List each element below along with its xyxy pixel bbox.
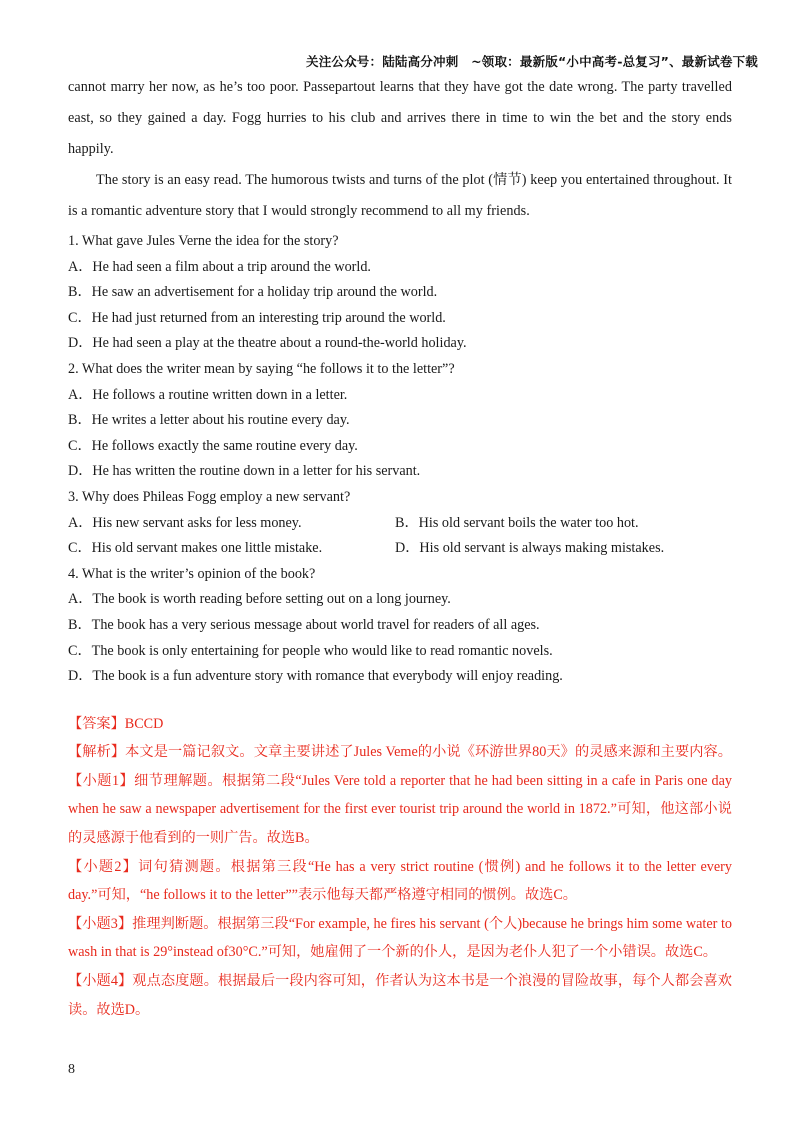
answer-option: C．He follows exactly the same routine every day.: [68, 437, 358, 454]
answer-option: B．The book has a very serious message about world travel for readers of all ages.: [68, 616, 540, 633]
answer-option: C．The book is only entertaining for people who would like to read romantic novels.: [68, 642, 553, 659]
document-body: [68, 72, 732, 1024]
answer-option: A．His new servant asks for less money.: [68, 514, 302, 531]
page-header-banner: 关注公众号：陆陆高分冲刺 ~领取：最新版“小中高考-总复习”、最新试卷下载: [306, 54, 758, 69]
page-number: 8: [68, 1062, 75, 1077]
question-stem: 1. What gave Jules Verne the idea for the story?: [68, 233, 339, 249]
question-stem: 4. What is the writer’s opinion of the book?: [68, 565, 316, 582]
answer-q4: 【小题4】观点态度题。根据最后一段内容可知，作者认为这本书是一个浪漫的冒险故事，每个人都会喜欢读。故选D。: [68, 973, 732, 1018]
answer-option: B．His old servant boils the water too hot.: [395, 514, 639, 531]
answer-option: D．The book is a fun adventure story with romance that everybody will enjoy reading.: [68, 668, 563, 685]
answer-q3: 【小题3】推理判断题。根据第三段“For example, he fires his servant (个人)because he brings him some water to wash in that is 29°instead of30°C.”可知，她雇佣了一个新的仆人，是因为老仆人犯了一个小错误。故选C。: [68, 915, 732, 961]
answer-option: D．He had seen a play at the theatre about a round-the-world holiday.: [68, 335, 467, 352]
answer-option: D．His old servant is always making mistakes.: [395, 540, 665, 557]
answer-option: A．He had seen a film about a trip around the world.: [68, 258, 371, 275]
answer-option: B．He writes a letter about his routine every day.: [68, 412, 350, 429]
answer-option: B．He saw an advertisement for a holiday trip around the world.: [68, 284, 438, 301]
answer-option: A．The book is worth reading before setting out on a long journey.: [68, 591, 451, 608]
passage-paragraph: The story is an easy read. The humorous twists and turns of the plot (情节) keep you entertained throughout. It is a romantic adventure story that I would strongly recommend to all my friends.: [68, 172, 732, 219]
answer-option: C．His old servant makes one little mistake.: [68, 540, 323, 557]
answer-option: A．He follows a routine written down in a letter.: [68, 386, 348, 403]
question-stem: 2. What does the writer mean by saying “he follows it to the letter”?: [68, 360, 455, 377]
passage-paragraph: cannot marry her now, as he’s too poor. Passepartout learns that they have got the date wrong. The party travelled east, so they gained a day. Fogg hurries to his club and arrives there in time to win the bet and the story ends happily.: [68, 79, 732, 157]
question-stem: 3. Why does Phileas Fogg employ a new servant?: [68, 488, 351, 505]
answer-option: C．He had just returned from an interesting trip around the world.: [68, 309, 446, 326]
answer-analysis: 【解析】本文是一篇记叙文。文章主要讲述了Jules Veme的小说《环游世界80天》的灵感来源和主要内容。【小题1】细节理解题。根据第二段“Jules Vere told a reporter that he had been sitting in a cafe in Paris one day when he saw a newspaper advertisement for the first ever tourist trip around the world in 1872.”可知，他这部小说的灵感源于他看到的一则广告。故选B。: [68, 744, 732, 847]
answer-q2: 【小题2】词句猜测题。根据第三段“He has a very strict routine (惯例) and he follows it to the letter every day.”可知，“he follows it to the letter””表示他每天都严格遵守相同的惯例。故选C。: [68, 858, 732, 904]
option-row: [68, 536, 732, 562]
answer-key: 【答案】BCCD: [68, 715, 164, 732]
option-row: [68, 511, 732, 537]
answer-option: D．He has written the routine down in a letter for his servant.: [68, 463, 421, 480]
